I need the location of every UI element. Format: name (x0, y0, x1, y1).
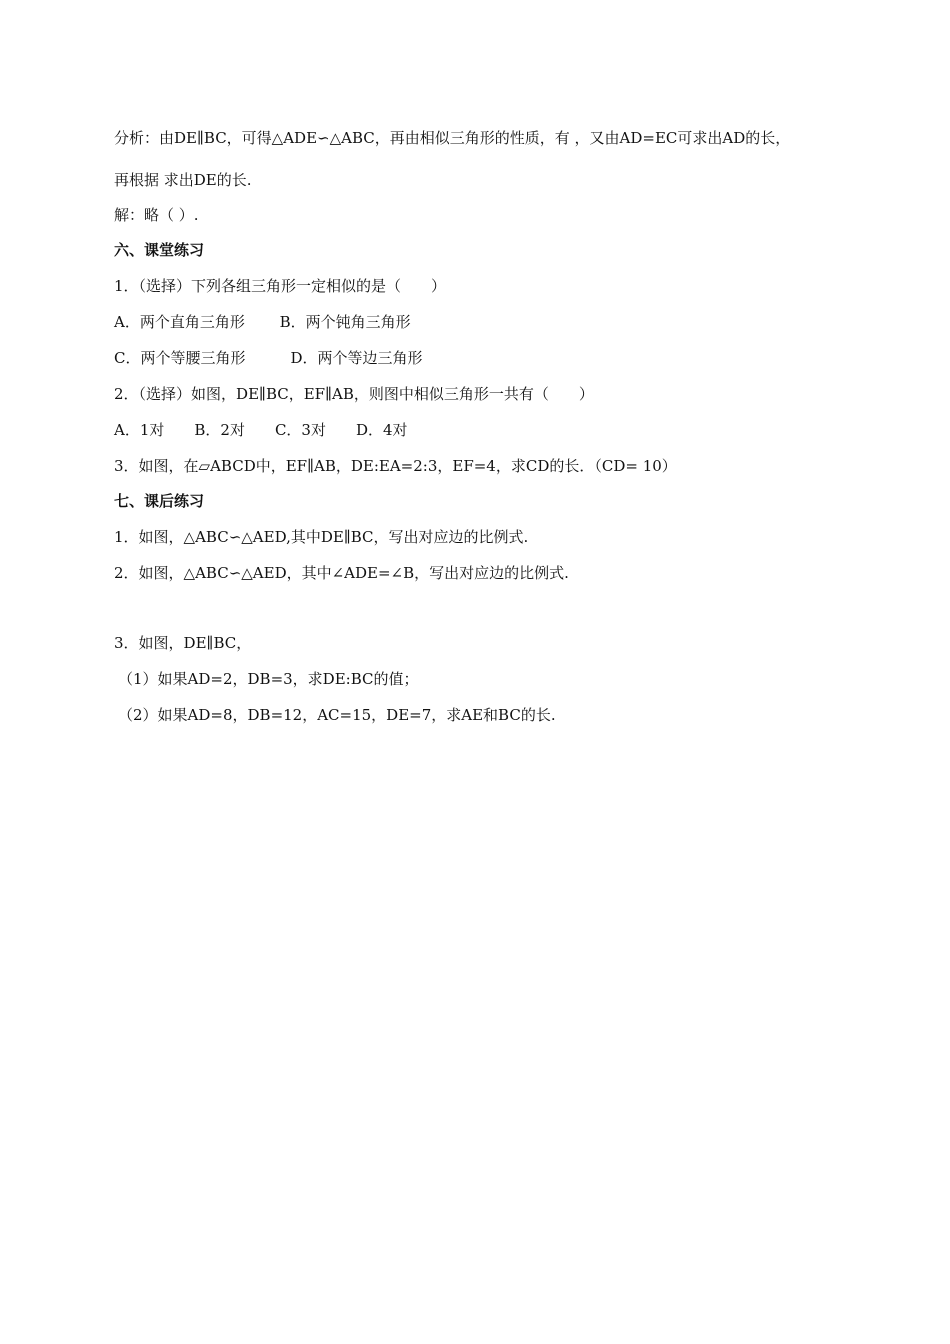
s6-q1-options-cd: C．两个等腰三角形 D．两个等边三角形 (114, 349, 423, 367)
s7-question-3: 3．如图，DE∥BC， (114, 634, 252, 652)
s7-q3-part-2: （2）如果AD=8，DB=12，AC=15，DE=7，求AE和BC的长. (118, 706, 556, 724)
s6-q2-options: A．1对 B．2对 C．3对 D．4对 (114, 421, 408, 439)
s7-question-1: 1．如图，△ABC∽△AED,其中DE∥BC，写出对应边的比例式. (114, 528, 529, 546)
s6-q1-options-ab: A．两个直角三角形 B．两个钝角三角形 (114, 313, 411, 331)
section-6-heading: 六、课堂练习 (114, 241, 205, 259)
section-7-heading: 七、课后练习 (114, 492, 205, 510)
analysis-line-2: 再根据 求出DE的长. (114, 171, 252, 189)
s6-question-3: 3．如图，在▱ABCD中，EF∥AB，DE:EA=2:3，EF=4，求CD的长．（CD= 10） (114, 457, 677, 475)
s7-question-2: 2．如图，△ABC∽△AED，其中∠ADE=∠B，写出对应边的比例式. (114, 564, 569, 582)
s7-q3-part-1: （1）如果AD=2，DB=3，求DE:BC的值； (118, 670, 419, 688)
s6-question-2: 2．（选择）如图，DE∥BC，EF∥AB，则图中相似三角形一共有（ ） (114, 385, 594, 403)
analysis-line-1: 分析：由DE∥BC，可得△ADE∽△ABC，再由相似三角形的性质，有 ，又由AD=EC可求出AD的长， (114, 129, 791, 147)
s6-question-1: 1．（选择）下列各组三角形一定相似的是（ ） (114, 277, 447, 295)
solution-line: 解：略（ ）. (114, 206, 199, 224)
